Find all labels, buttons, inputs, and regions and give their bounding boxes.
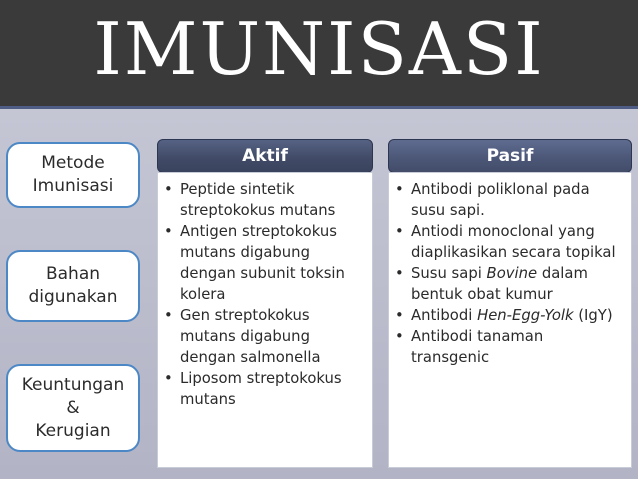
- pasif-item: [395, 263, 625, 305]
- title-bar: [0, 0, 638, 106]
- pasif-item-text: dalam bentuk obat kumur: [411, 265, 588, 303]
- aktif-list-box: [157, 172, 373, 468]
- pasif-list-box: [388, 172, 632, 468]
- page-title: IMUNISASI: [93, 7, 545, 91]
- aktif-item: • Gen streptokokus mutans digabung dengan salmonella: [164, 305, 366, 368]
- aktif-item: • Liposom streptokokus mutans: [164, 368, 366, 410]
- aktif-list: [158, 173, 372, 410]
- pasif-item-text: Susu sapi: [411, 265, 487, 282]
- label-keuntungan-kerugian: Keuntungan & Kerugian: [6, 364, 140, 452]
- pasif-item-text: Antibodi: [411, 307, 478, 324]
- pasif-item: • Antibodi poliklonal pada susu sapi.: [395, 179, 625, 221]
- pasif-item: [395, 305, 625, 326]
- aktif-item: • Peptide sintetik streptokokus mutans: [164, 179, 366, 221]
- label-metode-imunisasi: Metode Imunisasi: [6, 142, 140, 208]
- header-pasif: Pasif: [388, 139, 632, 173]
- aktif-item: • Antigen streptokokus mutans digabung dengan subunit toksin kolera: [164, 221, 366, 305]
- label-bahan-digunakan: Bahan digunakan: [6, 250, 140, 322]
- pasif-list: [389, 173, 631, 368]
- pasif-item: • Antiodi monoclonal yang diaplikasikan secara topikal: [395, 221, 625, 263]
- pasif-item: • Antibodi tanaman transgenic: [395, 326, 625, 368]
- pasif-item-italic: Hen-Egg-Yolk: [477, 307, 574, 324]
- header-aktif: Aktif: [157, 139, 373, 173]
- pasif-item-italic: Bovine: [486, 265, 538, 282]
- pasif-item-text: (IgY): [573, 307, 613, 324]
